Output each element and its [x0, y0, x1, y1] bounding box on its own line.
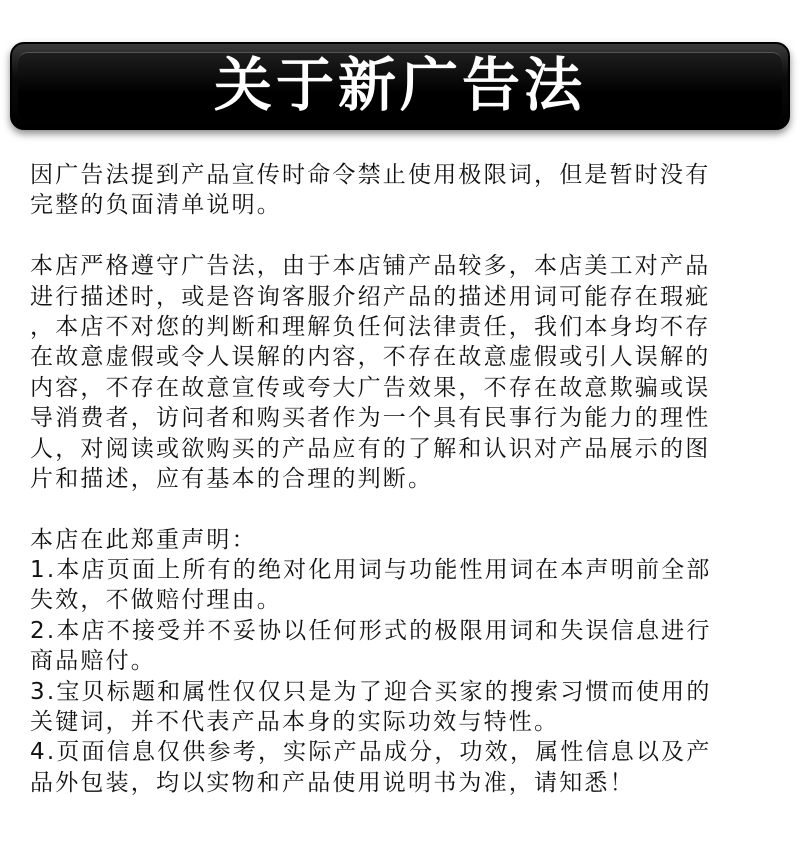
text-line: ，本店不对您的判断和理解负任何法律责任，我们本身均不存 — [30, 313, 711, 340]
text-line: 进行描述时，或是咨询客服介绍产品的描述用词可能存在瑕疵 — [30, 283, 711, 310]
title-banner — [10, 42, 790, 130]
text-line: 1.本店页面上所有的绝对化用词与功能性用词在本声明前全部 — [30, 557, 712, 584]
store-paragraph — [30, 251, 790, 494]
text-line: 完整的负面清单说明。 — [30, 192, 282, 219]
text-line: 内容，不存在故意宣传或夸大广告效果，不存在故意欺骗或误 — [30, 374, 711, 401]
intro-paragraph — [30, 160, 790, 221]
text-line: 品外包装，均以实物和产品使用说明书为准，请知悉！ — [30, 769, 635, 796]
text-line: 本店严格遵守广告法，由于本店铺产品较多，本店美工对产品 — [30, 253, 711, 280]
notice-body — [30, 160, 790, 798]
text-line: 关键词，并不代表产品本身的实际功效与特性。 — [30, 709, 560, 736]
text-line: 2.本店不接受并不妥协以任何形式的极限用词和失误信息进行 — [30, 617, 712, 644]
text-line: 在故意虚假或令人误解的内容，不存在故意虚假或引人误解的 — [30, 344, 711, 371]
text-line: 3.宝贝标题和属性仅仅只是为了迎合买家的搜索习惯而使用的 — [30, 678, 712, 705]
text-line: 片和描述，应有基本的合理的判断。 — [30, 465, 434, 492]
text-line: 导消费者，访问者和购买者作为一个具有民事行为能力的理性 — [30, 405, 711, 432]
text-line: 商品赔付。 — [30, 648, 156, 675]
page-title: 关于新广告法 — [213, 51, 586, 119]
text-line: 失效，不做赔付理由。 — [30, 587, 282, 614]
paragraph-spacer — [30, 494, 790, 524]
text-line: 人，对阅读或欲购买的产品应有的了解和认识对产品展示的图 — [30, 435, 711, 462]
text-line: 4.页面信息仅供参考，实际产品成分，功效，属性信息以及产 — [30, 739, 712, 766]
declaration-paragraph — [30, 525, 790, 799]
paragraph-spacer — [30, 221, 790, 251]
text-line: 因广告法提到产品宣传时命令禁止使用极限词，但是暂时没有 — [30, 162, 711, 188]
declaration-heading: 本店在此郑重声明： — [30, 526, 257, 553]
